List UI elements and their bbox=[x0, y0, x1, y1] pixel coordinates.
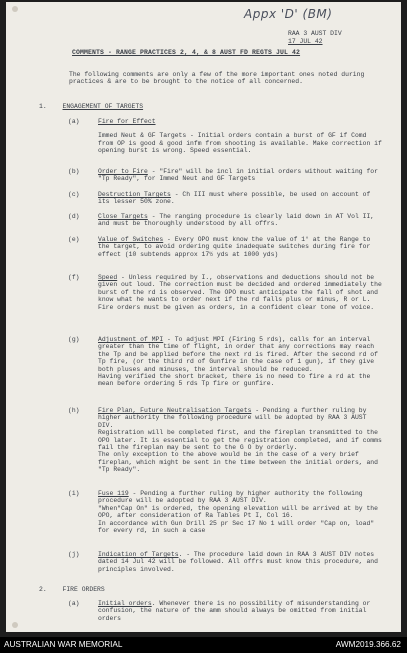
punch-hole bbox=[12, 622, 18, 628]
document-title: COMMENTS - RANGE PRACTICES 2, 4, & 8 AUST FD REGTS JUL 42 bbox=[72, 49, 301, 56]
section-1-heading bbox=[39, 103, 359, 110]
item-heading: Speed bbox=[98, 274, 118, 281]
item-text: - Ch III must where possible, be used on account of its lesser 50% zone. bbox=[98, 191, 371, 206]
item-label: (j) bbox=[68, 551, 80, 558]
item-text: - Pending a further ruling by higher authority the following procedure will be adopted by RAA 3 AUST DIV. Registration will be completed first, and the fireplan transmitted to the OPO later. It is essential to get the registration completed, and if comms fail the fireplan may be sent to the G O by orderly. The only exception to the above would be in the case of a very brief fireplan, which might be sent in the time between the initial orders, and "Tp Ready". bbox=[98, 407, 382, 474]
item-text: - To adjust MPI (Firing 5 rds), calls for an interval greater than the time of flight, in order that any corrections may reach the Tp and be applied before the next rd is fired. After the second rd of Tp fire, (or the third rd of Gunfire in the case of 1 gun), if they give both pluses and minuses, the interval should be reduced. Having verified the short bracket, there is no need to fire a rd at the mean before ordering 5 rds Tp fire or gunfire. bbox=[98, 336, 378, 388]
item-fire-for-effect bbox=[68, 118, 383, 155]
item-heading: Adjustment of MPI bbox=[98, 336, 164, 343]
section-2-heading bbox=[39, 586, 359, 593]
archive-footer-bar bbox=[0, 637, 407, 653]
document-reference bbox=[288, 30, 342, 45]
item-label: (f) bbox=[68, 274, 80, 281]
item-label: (a) bbox=[68, 600, 80, 607]
item-text: - Pending a further ruling by higher authority the following procedure will be adopted by RAA 3 AUST DIV. "When"Cap On" is ordered, the opening elevation will be arrived at by the OPO, after consideration of Ra Tables Pt I, Col 16. In accordance with Gun Drill 25 pr Sec 17 No 1 will order "Cap on, load" for every rd, in such a case bbox=[98, 490, 378, 535]
section-number: 2. bbox=[39, 586, 47, 593]
item-label: (b) bbox=[68, 168, 80, 175]
ref-date: 17 JUL 42 bbox=[288, 37, 323, 45]
item-label: (d) bbox=[68, 213, 80, 220]
section-title: ENGAGEMENT OF TARGETS bbox=[62, 103, 144, 110]
item-close-targets bbox=[68, 213, 383, 228]
item-label: (c) bbox=[68, 191, 80, 198]
item-heading: Close Targets bbox=[98, 213, 148, 220]
item-adjustment-of-mpi bbox=[68, 336, 383, 388]
item-text: - Unless required by I., observations and deductions should not be given out loud. The correction must be decided and ordered immediately the burst of the rd is observed. The OPO must anticipate the fall of shot and know what he wants to order next if the rd falls plus or minus, R or L. Fire orders must be given as orders, in a confident clear tone of voice. bbox=[98, 274, 382, 311]
item-label: (g) bbox=[68, 336, 80, 343]
item-heading: Order to Fire bbox=[98, 168, 148, 175]
item-order-to-fire bbox=[68, 168, 383, 183]
item-fire-plan bbox=[68, 407, 383, 474]
section-number: 1. bbox=[39, 103, 47, 110]
punch-hole bbox=[12, 6, 18, 12]
archive-name: AUSTRALIAN WAR MEMORIAL bbox=[4, 640, 123, 649]
item-text: - The ranging procedure is clearly laid down in AT Vol II, and must be thoroughly understood by all offrs. bbox=[98, 213, 375, 228]
item-text: . Whenever there is no possibility of misunderstanding or confusion, the nature of the amm should always be omitted from initial orders bbox=[98, 600, 371, 622]
item-text: Immed Neut & GF Targets - Initial orders contain a burst of GF if Comd from OP is good & good infm from shooting is available. Make correction if opening burst is wrong. Speed essential. bbox=[98, 132, 382, 155]
handwritten-annotation: Appx 'D' (BM) bbox=[244, 7, 333, 21]
item-label: (i) bbox=[68, 490, 80, 497]
item-label: (h) bbox=[68, 407, 80, 414]
item-heading: Fuse 119 bbox=[98, 490, 129, 497]
item-heading: Value of Switches bbox=[98, 236, 164, 243]
item-initial-orders bbox=[68, 600, 383, 622]
item-heading: Destruction Targets bbox=[98, 191, 171, 198]
item-text: . - The procedure laid down in RAA 3 AUST DIV notes dated 14 Jul 42 will be followed. All offrs must know this procedure, and principles involved. bbox=[98, 551, 378, 573]
item-heading: Initial orders bbox=[98, 600, 152, 607]
item-label: (a) bbox=[68, 118, 80, 125]
item-heading: Indication of Targets bbox=[98, 551, 179, 558]
item-indication-of-targets bbox=[68, 551, 383, 573]
ref-unit: RAA 3 AUST DIV bbox=[288, 30, 342, 37]
item-speed bbox=[68, 274, 383, 311]
intro-paragraph: The following comments are only a few of the more important ones noted during practices & are to be brought to the notice of all concerned. bbox=[69, 71, 365, 86]
item-value-of-switches bbox=[68, 236, 383, 258]
item-fuse-119 bbox=[68, 490, 383, 535]
item-destruction-targets bbox=[68, 191, 383, 206]
item-heading: Fire for Effect bbox=[98, 118, 156, 125]
item-text: - "Fire" will be incl in initial orders without waiting for "Tp Ready", for Immed Neut and GF Targets bbox=[98, 168, 378, 183]
item-label: (e) bbox=[68, 236, 80, 243]
item-text: - Every OPO must know the value of 1° at the Range to the target, to avoid ordering quite inadequate switches during fire for effect (10 subtends approx 17½ yds at 1000 yds) bbox=[98, 236, 371, 258]
archive-accession-number: AWM2019.366.62 bbox=[335, 640, 401, 649]
document-page bbox=[6, 2, 401, 632]
item-heading: Fire Plan, Future Neutralisation Targets bbox=[98, 407, 252, 414]
section-title: FIRE ORDERS bbox=[62, 586, 105, 593]
